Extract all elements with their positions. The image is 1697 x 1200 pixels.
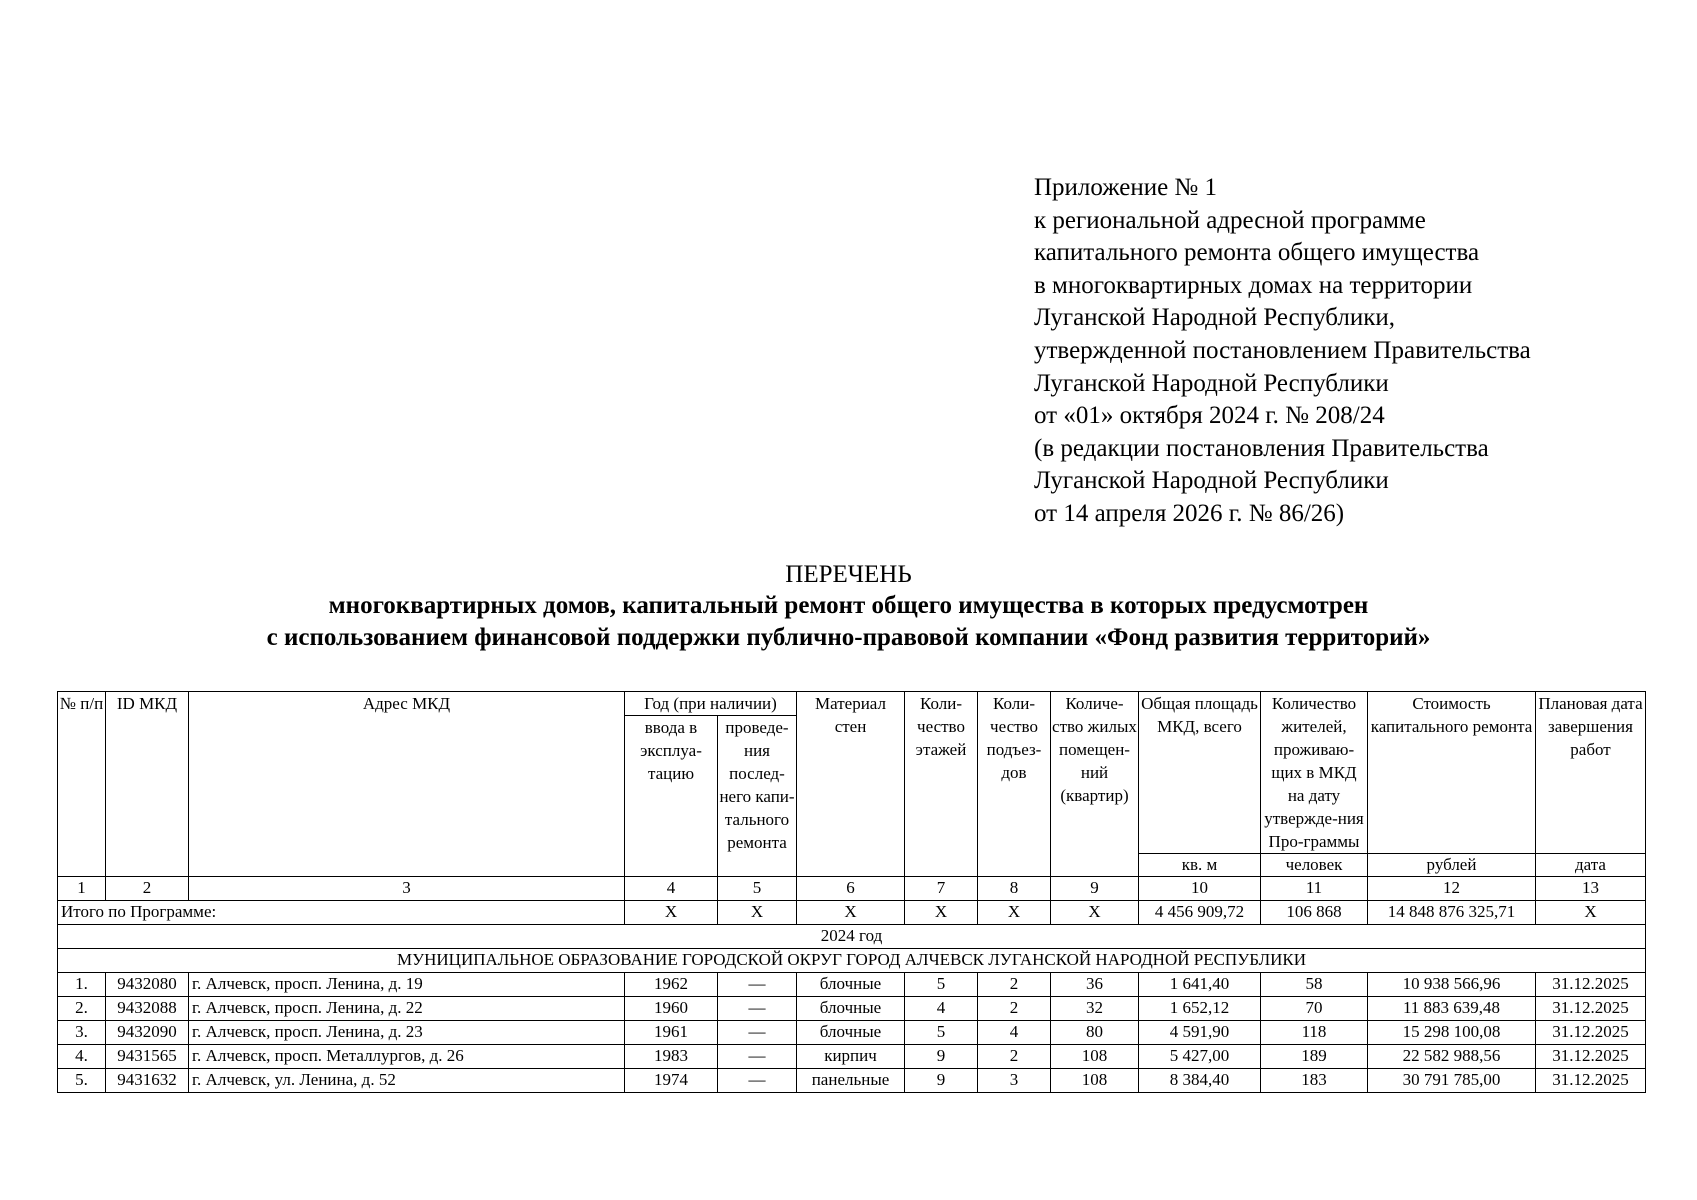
row-id: 9431632 xyxy=(106,1069,189,1093)
total-row xyxy=(58,901,1646,925)
row-year-last-repair: — xyxy=(718,1069,797,1093)
row-year-commission: 1961 xyxy=(625,1021,718,1045)
row-apartments: 108 xyxy=(1051,1069,1139,1093)
row-entrances: 4 xyxy=(978,1021,1051,1045)
row-entrances: 2 xyxy=(978,997,1051,1021)
header-apartments: Количе-ство жилых помещен-ний (квартир) xyxy=(1051,692,1139,877)
row-area: 8 384,40 xyxy=(1139,1069,1261,1093)
row-residents: 189 xyxy=(1261,1045,1368,1069)
row-residents: 58 xyxy=(1261,973,1368,997)
header-year-commission: ввода в эксплуа-тацию xyxy=(625,716,718,877)
row-entrances: 3 xyxy=(978,1069,1051,1093)
total-cell: Х xyxy=(797,901,905,925)
header-residents: Количество жителей, проживаю-щих в МКД на дату утвержде-ния Про-граммы xyxy=(1261,692,1368,854)
header-area: Общая площадь МКД, всего xyxy=(1139,692,1261,854)
header-num: № п/п xyxy=(58,692,106,877)
row-year-commission: 1983 xyxy=(625,1045,718,1069)
unit-date: дата xyxy=(1536,854,1646,877)
total-cell: Х xyxy=(1051,901,1139,925)
document-subtitle-line-1: многоквартирных домов, капитальный ремонт общего имущества в которых предусмотрен xyxy=(328,592,1369,619)
appendix-line: капитального ремонта общего имущества xyxy=(1034,239,1480,267)
row-cost: 10 938 566,96 xyxy=(1368,973,1536,997)
total-cell: Х xyxy=(1536,901,1646,925)
buildings-table xyxy=(57,691,1646,1093)
row-year-last-repair: — xyxy=(718,1045,797,1069)
column-number: 9 xyxy=(1051,877,1139,901)
header-cost: Стоимость капитального ремонта xyxy=(1368,692,1536,854)
table-row xyxy=(58,1045,1646,1069)
row-residents: 183 xyxy=(1261,1069,1368,1093)
row-id: 9432080 xyxy=(106,973,189,997)
column-number: 12 xyxy=(1368,877,1536,901)
column-number: 1 xyxy=(58,877,106,901)
row-date: 31.12.2025 xyxy=(1536,973,1646,997)
appendix-block xyxy=(1034,172,1674,531)
appendix-line: Луганской Народной Республики xyxy=(1034,467,1389,495)
total-cell: Х xyxy=(905,901,978,925)
row-year-last-repair: — xyxy=(718,973,797,997)
row-num: 5. xyxy=(58,1069,106,1093)
column-number: 10 xyxy=(1139,877,1261,901)
row-date: 31.12.2025 xyxy=(1536,1021,1646,1045)
table-row xyxy=(58,997,1646,1021)
header-material: Материал стен xyxy=(797,692,905,877)
row-area: 4 591,90 xyxy=(1139,1021,1261,1045)
row-num: 1. xyxy=(58,973,106,997)
row-id: 9431565 xyxy=(106,1045,189,1069)
header-entrances: Коли-чество подъез-дов xyxy=(978,692,1051,877)
row-material: блочные xyxy=(797,997,905,1021)
header-date: Плановая дата завершения работ xyxy=(1536,692,1646,854)
row-address: г. Алчевск, ул. Ленина, д. 52 xyxy=(189,1069,625,1093)
row-apartments: 108 xyxy=(1051,1045,1139,1069)
column-number: 5 xyxy=(718,877,797,901)
unit-area: кв. м xyxy=(1139,854,1261,877)
row-floors: 9 xyxy=(905,1069,978,1093)
appendix-line: утвержденной постановлением Правительства xyxy=(1034,336,1531,364)
row-area: 5 427,00 xyxy=(1139,1045,1261,1069)
row-id: 9432088 xyxy=(106,997,189,1021)
appendix-line: (в редакции постановления Правительства xyxy=(1034,434,1489,462)
unit-cost: рублей xyxy=(1368,854,1536,877)
document-heading xyxy=(0,560,1697,654)
row-floors: 5 xyxy=(905,1021,978,1045)
total-cell: Х xyxy=(625,901,718,925)
header-row xyxy=(58,692,1646,716)
column-number: 11 xyxy=(1261,877,1368,901)
column-number: 3 xyxy=(189,877,625,901)
row-entrances: 2 xyxy=(978,973,1051,997)
appendix-line: от «01» октября 2024 г. № 208/24 xyxy=(1034,402,1385,430)
row-cost: 22 582 988,56 xyxy=(1368,1045,1536,1069)
total-cost: 14 848 876 325,71 xyxy=(1368,901,1536,925)
row-year-commission: 1962 xyxy=(625,973,718,997)
unit-residents: человек xyxy=(1261,854,1368,877)
total-residents: 106 868 xyxy=(1261,901,1368,925)
header-year: Год (при наличии) xyxy=(625,692,797,716)
column-number: 13 xyxy=(1536,877,1646,901)
row-floors: 5 xyxy=(905,973,978,997)
column-number: 8 xyxy=(978,877,1051,901)
row-year-commission: 1974 xyxy=(625,1069,718,1093)
table-row xyxy=(58,1069,1646,1093)
municipality: МУНИЦИПАЛЬНОЕ ОБРАЗОВАНИЕ ГОРОДСКОЙ ОКРУГ ГОРОД АЛЧЕВСК ЛУГАНСКОЙ НАРОДНОЙ РЕСПУБЛИКИ xyxy=(58,949,1646,973)
row-apartments: 36 xyxy=(1051,973,1139,997)
row-residents: 118 xyxy=(1261,1021,1368,1045)
total-cell: Х xyxy=(978,901,1051,925)
column-number: 2 xyxy=(106,877,189,901)
row-apartments: 80 xyxy=(1051,1021,1139,1045)
row-address: г. Алчевск, просп. Ленина, д. 23 xyxy=(189,1021,625,1045)
row-address: г. Алчевск, просп. Ленина, д. 22 xyxy=(189,997,625,1021)
row-address: г. Алчевск, просп. Металлургов, д. 26 xyxy=(189,1045,625,1069)
table-row xyxy=(58,973,1646,997)
document-title: ПЕРЕЧЕНЬ xyxy=(785,561,912,588)
row-year-last-repair: — xyxy=(718,1021,797,1045)
column-number: 4 xyxy=(625,877,718,901)
header-floors: Коли-чество этажей xyxy=(905,692,978,877)
row-material: кирпич xyxy=(797,1045,905,1069)
row-material: блочные xyxy=(797,1021,905,1045)
year-section: 2024 год xyxy=(58,925,1646,949)
municipality-row xyxy=(58,949,1646,973)
column-numbers-row xyxy=(58,877,1646,901)
row-year-last-repair: — xyxy=(718,997,797,1021)
appendix-line: от 14 апреля 2026 г. № 86/26) xyxy=(1034,499,1345,527)
header-year-last-repair: проведе-ния послед-него капи-тального ремонта xyxy=(718,716,797,877)
row-cost: 30 791 785,00 xyxy=(1368,1069,1536,1093)
row-cost: 11 883 639,48 xyxy=(1368,997,1536,1021)
row-id: 9432090 xyxy=(106,1021,189,1045)
row-material: панельные xyxy=(797,1069,905,1093)
total-cell: Х xyxy=(718,901,797,925)
row-residents: 70 xyxy=(1261,997,1368,1021)
appendix-line: Приложение № 1 xyxy=(1034,174,1218,201)
row-floors: 9 xyxy=(905,1045,978,1069)
row-area: 1 641,40 xyxy=(1139,973,1261,997)
row-year-commission: 1960 xyxy=(625,997,718,1021)
row-date: 31.12.2025 xyxy=(1536,1069,1646,1093)
row-entrances: 2 xyxy=(978,1045,1051,1069)
appendix-line: Луганской Народной Республики, xyxy=(1034,304,1395,332)
header-id: ID МКД xyxy=(106,692,189,877)
row-cost: 15 298 100,08 xyxy=(1368,1021,1536,1045)
row-date: 31.12.2025 xyxy=(1536,997,1646,1021)
total-area: 4 456 909,72 xyxy=(1139,901,1261,925)
table-row xyxy=(58,1021,1646,1045)
total-label: Итого по Программе: xyxy=(58,901,625,925)
document-subtitle-line-2: с использованием финансовой поддержки публично-правовой компании «Фонд развития территорий» xyxy=(266,624,1431,651)
column-number: 7 xyxy=(905,877,978,901)
appendix-line: в многоквартирных домах на территории xyxy=(1034,271,1473,299)
row-area: 1 652,12 xyxy=(1139,997,1261,1021)
row-material: блочные xyxy=(797,973,905,997)
row-num: 2. xyxy=(58,997,106,1021)
row-num: 4. xyxy=(58,1045,106,1069)
row-apartments: 32 xyxy=(1051,997,1139,1021)
column-number: 6 xyxy=(797,877,905,901)
header-address: Адрес МКД xyxy=(189,692,625,877)
row-floors: 4 xyxy=(905,997,978,1021)
year-section-row xyxy=(58,925,1646,949)
appendix-line: к региональной адресной программе xyxy=(1034,206,1426,234)
row-num: 3. xyxy=(58,1021,106,1045)
row-date: 31.12.2025 xyxy=(1536,1045,1646,1069)
appendix-line: Луганской Народной Республики xyxy=(1034,369,1389,397)
row-address: г. Алчевск, просп. Ленина, д. 19 xyxy=(189,973,625,997)
